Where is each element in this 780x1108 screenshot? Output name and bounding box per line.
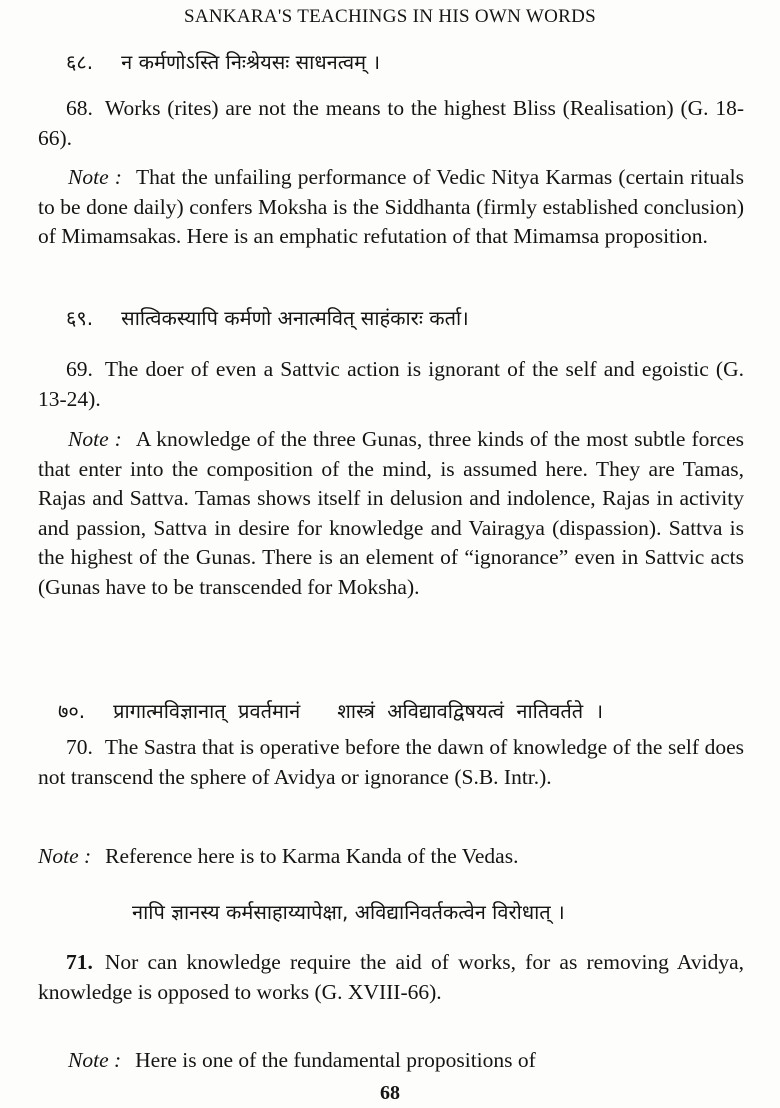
note-text: Here is one of the fundamental propositions of — [135, 1048, 536, 1072]
page-number: 68 — [380, 1082, 400, 1104]
note-label: Note : — [38, 844, 92, 868]
paragraph-number: 71. — [66, 950, 93, 974]
paragraph-text: Works (rites) are not the means to the highest Bliss (Realisation) (G. 18-66). — [38, 96, 744, 150]
verse-number: ६९. — [66, 306, 94, 330]
note-text: That the unfailing performance of Vedic Nitya Karmas (certain rituals to be done daily) confers Moksha is the Siddhanta (firmly established conclusion) of Mimamsakas. Here is an emphatic refutation of that Mimamsa proposition. — [38, 165, 744, 248]
translation-71 — [38, 948, 744, 1007]
verse-number: ७०. — [58, 699, 86, 723]
translation-69 — [38, 355, 744, 414]
note-label: Note : — [68, 165, 122, 189]
verse-text: न कर्मणोऽस्ति निःश्रेयसः साधनत्वम् । — [121, 50, 381, 74]
running-header: SANKARA'S TEACHINGS IN HIS OWN WORDS — [183, 6, 597, 27]
note-71 — [38, 1046, 744, 1076]
paragraph-number: 69. — [66, 357, 93, 381]
paragraph-text: Nor can knowledge require the aid of works, for as removing Avidya, knowledge is opposed to works (G. XVIII-66). — [38, 950, 744, 1004]
note-text: A knowledge of the three Gunas, three kinds of the most subtle forces that enter into the composition of the mind, is assumed here. They are Tamas, Rajas and Sattva. Tamas shows itself in delusion and indolence, Rajas in activity and passion, Sattva in desire for knowledge and Vairagya (dispassion). Sattva is the highest of the Gunas. There is an element of “ignorance” even in Sattvic acts (Gunas have to be transcended for Moksha). — [38, 427, 744, 599]
paragraph-number: 70. — [66, 735, 93, 759]
verse-number: ६८. — [66, 50, 94, 74]
note-70 — [38, 842, 744, 872]
sanskrit-verse-68 — [66, 48, 380, 75]
note-text: Reference here is to Karma Kanda of the Vedas. — [105, 844, 519, 868]
verse-text: प्रागात्मविज्ञानात् प्रवर्तमानं शास्त्रं अविद्यावद्विषयत्वं नातिवर्तते । — [113, 699, 604, 723]
paragraph-text: The Sastra that is operative before the dawn of knowledge of the self does not transcend the sphere of Avidya or ignorance (S.B. Intr.). — [38, 735, 744, 789]
paragraph-number: 68. — [66, 96, 93, 120]
sanskrit-verse-71 — [132, 898, 565, 925]
paragraph-text: The doer of even a Sattvic action is ignorant of the self and egoistic (G. 13-24). — [38, 357, 744, 411]
note-68 — [38, 163, 744, 252]
note-label: Note : — [68, 427, 122, 451]
sanskrit-verse-70 — [58, 697, 603, 724]
note-label: Note : — [68, 1048, 122, 1072]
translation-68 — [38, 94, 744, 153]
verse-text: नापि ज्ञानस्य कर्मसाहाय्यापेक्षा, अविद्यानिवर्तकत्वेन विरोधात् । — [132, 900, 565, 924]
sanskrit-verse-69 — [66, 304, 469, 331]
note-69 — [38, 425, 744, 602]
translation-70 — [38, 733, 744, 792]
verse-text: सात्विकस्यापि कर्मणो अनात्मवित् साहंकारः कर्ता। — [121, 306, 469, 330]
